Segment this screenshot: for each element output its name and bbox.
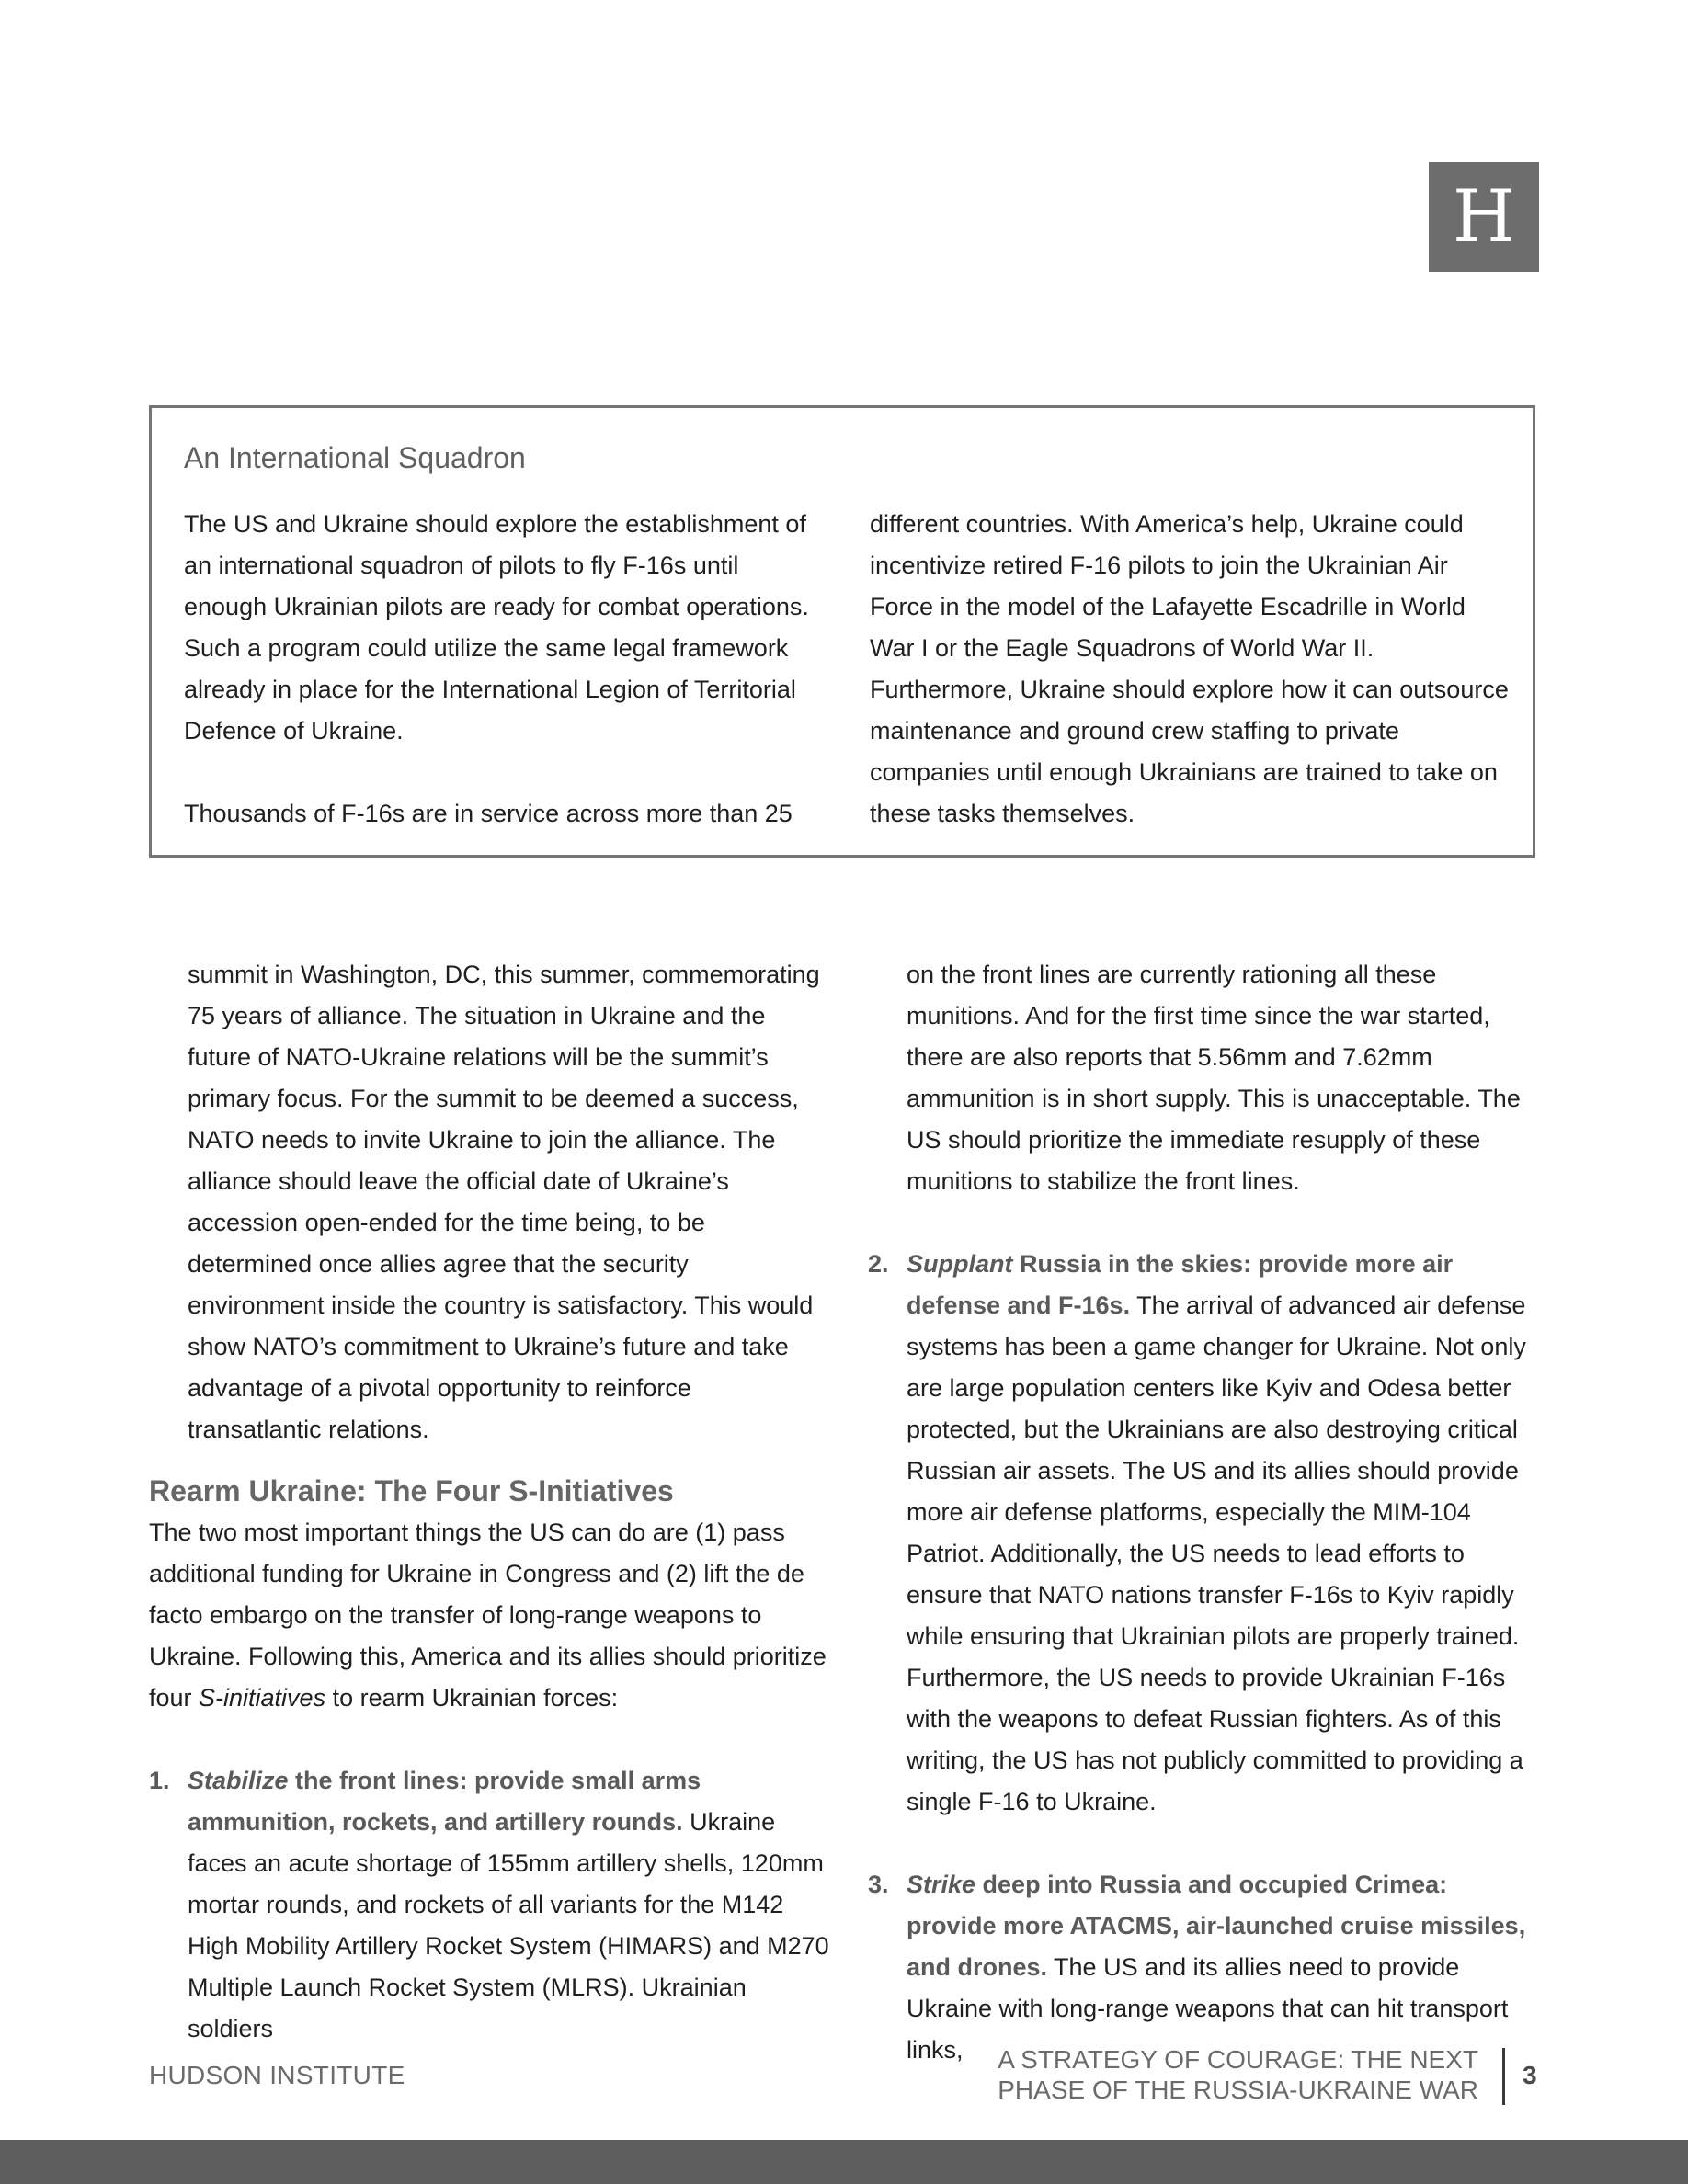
initiatives-list bbox=[149, 1760, 829, 2050]
s-initiatives-term: S-initiatives bbox=[199, 1684, 326, 1712]
item-lead: Stabilize the front lines: provide small arms ammunition, rockets, and artillery rounds. bbox=[188, 1767, 701, 1836]
continued-paragraph: summit in Washington, DC, this summer, commemorating 75 years of alliance. The situation in Ukraine and the future of NATO-Ukraine relations will be the summit’s primary focus. For the summit to be deemed a success, NATO needs to invite Ukraine to join the alliance. The alliance should leave the official date of Ukraine’s accession open-ended for the time being, to be determined once allies agree that the security environment inside the country is satisfactory. This would show NATO’s commitment to Ukraine’s future and take advantage of a pivotal opportunity to reinforce transatlantic relations. bbox=[188, 961, 820, 1443]
list-item bbox=[149, 1760, 829, 2050]
footer-publisher: HUDSON INSTITUTE bbox=[149, 2061, 405, 2089]
callout-paragraph: different countries. With America’s help, Ukraine could incentivize retired F-16 pilots to join the Ukrainian Air Force in the model of the Lafayette Escadrille in World War I or the Eagle Squadrons of World War II. Furthermore, Ukraine should explore how it can outsource maintenance and ground crew staffing to private companies until enough Ukrainians are trained to take on these tasks themselves. bbox=[870, 510, 1509, 827]
callout-left-column bbox=[184, 504, 809, 876]
footer-divider bbox=[1502, 2048, 1505, 2105]
intro-paragraph: The two most important things the US can do are (1) pass additional funding for Ukraine in Congress and (2) lift the de facto embargo on the transfer of long-range weapons to Ukraine. Following this, America and its allies should prioritize four S-initiatives to rearm Ukrainian forces: bbox=[149, 1519, 827, 1712]
callout-box bbox=[149, 405, 1535, 858]
item-text: The US and its allies need to provide Ukraine with long-range weapons that can hit transport links, bbox=[907, 1953, 1509, 2064]
item-number: 1. bbox=[149, 1767, 170, 1794]
bottom-bar bbox=[0, 2140, 1688, 2184]
left-body-column bbox=[149, 954, 829, 2050]
initiatives-list-continued bbox=[868, 954, 1539, 2071]
right-body-column bbox=[868, 954, 1539, 2071]
item-number: 3. bbox=[868, 1871, 889, 1898]
item-lead: Strike deep into Russia and occupied Crimea: provide more ATACMS, air-launched cruise missiles, and drones. bbox=[907, 1871, 1526, 1981]
item-text: Ukraine faces an acute shortage of 155mm artillery shells, 120mm mortar rounds, and rockets of all variants for the M142 High Mobility Artillery Rocket System (HIMARS) and M270 Multiple Launch Rocket System (MLRS). Ukrainian soldiers bbox=[188, 1808, 829, 2042]
list-item bbox=[868, 1864, 1539, 2071]
callout-title: An International Squadron bbox=[184, 441, 526, 474]
item-text: on the front lines are currently rationing all these munitions. And for the first time since the war started, there are also reports that 5.56mm and 7.62mm ammunition is in short supply. This is unacceptable. The US should prioritize the immediate resupply of these munitions to stabilize the front lines. bbox=[907, 961, 1521, 1195]
list-item-continued bbox=[868, 954, 1539, 1202]
list-item bbox=[868, 1244, 1539, 1823]
section-heading: Rearm Ukraine: The Four S-Initiatives bbox=[149, 1474, 674, 1507]
hudson-logo: H bbox=[1429, 162, 1539, 272]
page-number: 3 bbox=[1523, 2061, 1537, 2089]
item-text: The arrival of advanced air defense systems has been a game changer for Ukraine. Not only are large population centers like Kyiv and Odesa better protected, but the Ukrainians are also destroying critical Russian air assets. The US and its allies should provide more air defense platforms, especially the MIM-104 Patriot. Additionally, the US needs to lead efforts to ensure that NATO nations transfer F-16s to Kyiv rapidly while ensuring that Ukrainian pilots are properly trained. Furthermore, the US needs to provide Ukrainian F-16s with the weapons to defeat Russian fighters. As of this writing, the US has not publicly committed to providing a single F-16 to Ukraine. bbox=[907, 1291, 1526, 1815]
callout-right-column bbox=[870, 504, 1513, 876]
item-lead: Supplant Russia in the skies: provide more air defense and F-16s. bbox=[907, 1250, 1454, 1319]
footer-report-title: A STRATEGY OF COURAGE: THE NEXT PHASE OF THE RUSSIA-UKRAINE WAR bbox=[998, 2045, 1478, 2104]
callout-paragraph: Thousands of F-16s are in service across more than 25 bbox=[184, 800, 793, 827]
callout-paragraph: The US and Ukraine should explore the establishment of an international squadron of pilots to fly F-16s until enough Ukrainian pilots are ready for combat operations. Such a program could utilize the same legal framework already in place for the International Legion of Territorial Defence of Ukraine. bbox=[184, 510, 809, 745]
item-number: 2. bbox=[868, 1250, 889, 1278]
